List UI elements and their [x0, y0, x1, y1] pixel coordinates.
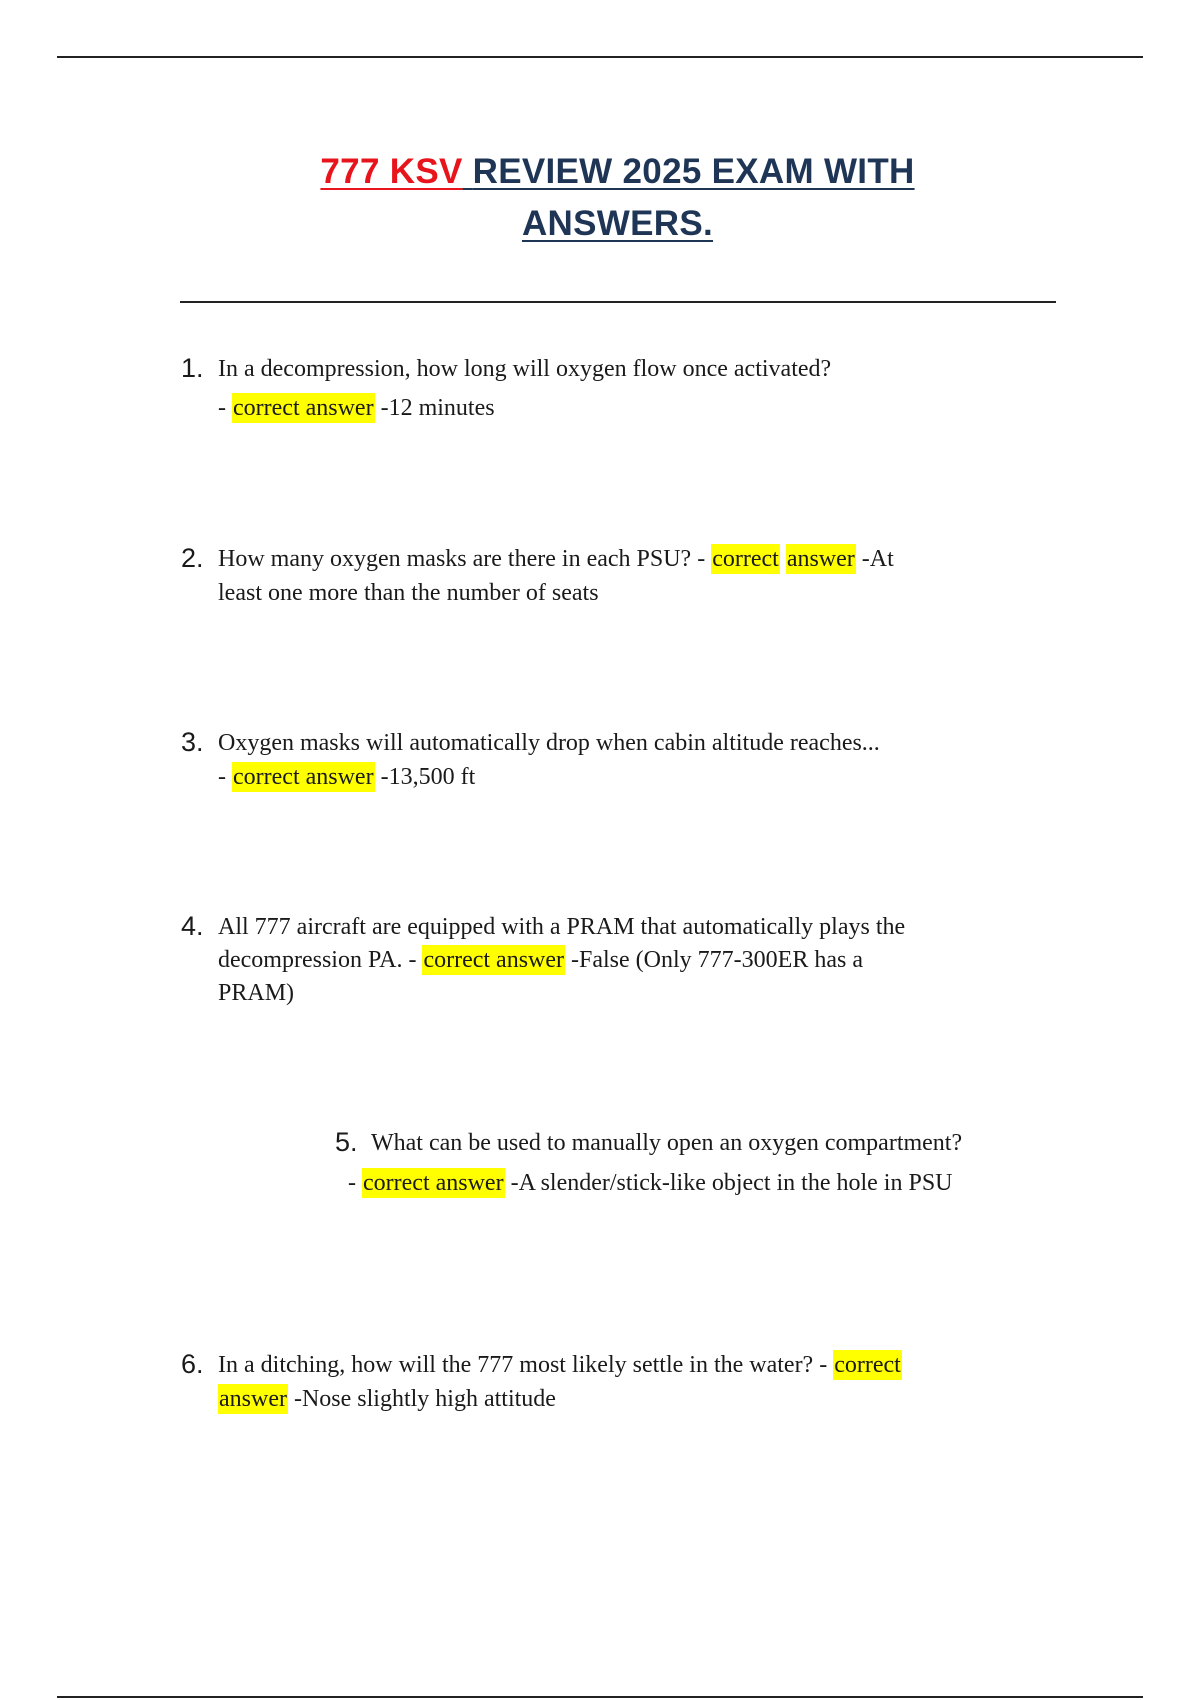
correct-answer-highlight: answer — [786, 546, 855, 572]
question-text: Oxygen masks will automatically drop when cabin altitude reaches... — [218, 730, 880, 756]
title-navy-part: REVIEW 2025 EXAM WITH — [472, 152, 915, 191]
question-number: 2. — [181, 543, 204, 573]
correct-answer-highlight: correct answer — [233, 395, 374, 421]
question-text: In a ditching, how will the 777 most likely settle in the water? - correct — [218, 1352, 901, 1378]
correct-answer-highlight: correct — [834, 1352, 901, 1378]
answer-text: -False (Only 777-300ER has a — [565, 947, 863, 973]
correct-answer-highlight: correct answer — [363, 1170, 504, 1196]
answer-line: - correct answer -A slender/stick-like object in the hole in PSU — [348, 1170, 953, 1196]
question-number: 6. — [181, 1349, 204, 1379]
answer-line: - correct answer -12 minutes — [218, 395, 495, 421]
question-number: 4. — [181, 911, 204, 941]
answer-text: -A slender/stick-like object in the hole in PSU — [504, 1170, 953, 1196]
correct-answer-highlight: correct answer — [233, 764, 374, 790]
question-text: What can be used to manually open an oxygen compartment? — [371, 1130, 963, 1156]
correct-answer-highlight: correct answer — [423, 947, 565, 973]
question-text: All 777 aircraft are equipped with a PRAM that automatically plays the — [218, 914, 906, 940]
title-answers: ANSWERS. — [521, 204, 714, 243]
correct-answer-highlight: answer — [219, 1386, 287, 1412]
answer-text: -13,500 ft — [374, 764, 476, 790]
document-title-line-2 — [0, 198, 1200, 250]
question-text: In a decompression, how long will oxygen flow once activated? — [218, 356, 832, 382]
title-divider — [180, 301, 1056, 303]
answer-line — [218, 1382, 556, 1416]
question-text: How many oxygen masks are there in each PSU? - correct answer -At — [218, 546, 894, 572]
answer-text: -12 minutes — [374, 395, 495, 421]
title-red-part: 777 KSV — [320, 152, 463, 191]
answer-text-continued: least one more than the number of seats — [218, 580, 599, 606]
question-number: 5. — [335, 1127, 358, 1157]
answer-line: - correct answer -13,500 ft — [218, 764, 476, 790]
correct-answer-highlight: correct — [712, 546, 779, 572]
question-number: 3. — [181, 727, 204, 757]
answer-text: -Nose slightly high attitude — [287, 1386, 556, 1412]
bottom-divider — [57, 1696, 1143, 1698]
question-number: 1. — [181, 353, 204, 383]
answer-text: -At — [855, 546, 894, 572]
answer-line: decompression PA. - correct answer -False (Only 777-300ER has a — [218, 947, 863, 973]
document-title — [0, 146, 1200, 198]
top-divider — [57, 56, 1143, 58]
answer-text-continued: PRAM) — [218, 980, 295, 1006]
